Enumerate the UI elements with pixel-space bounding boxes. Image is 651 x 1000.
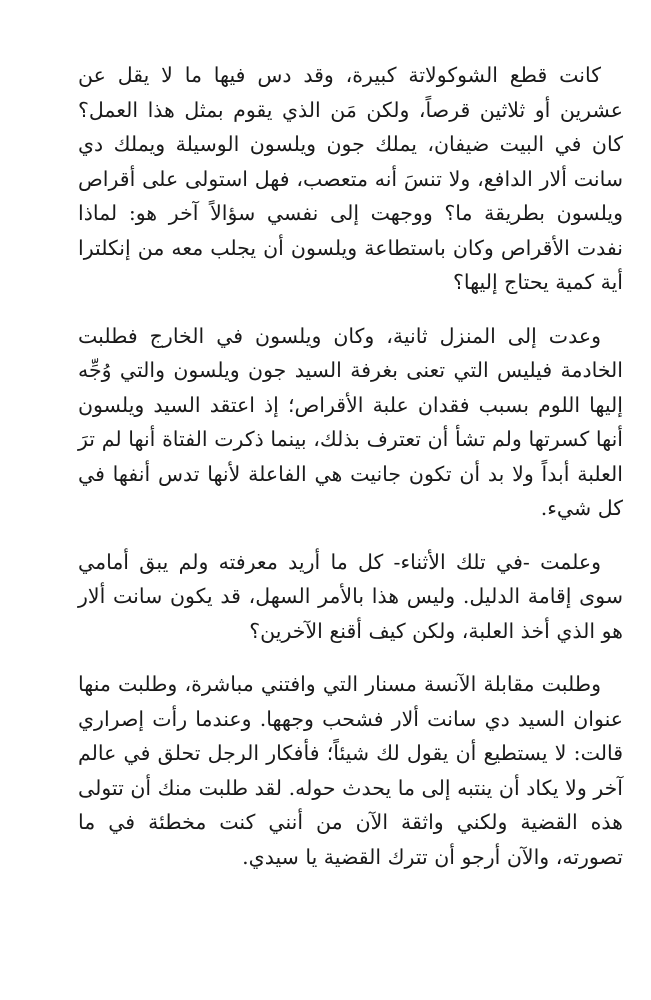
paragraph-1: كانت قطع الشوكولاتة كبيرة، وقد دس فيها ما لا يقل عن عشرين أو ثلاثين قرصاً، ولكن مَن الذي يقوم بمثل هذا العمل؟ كان في البيت ضيفان، يملك جون ويلسون الوسيلة ويملك دي سانت ألار الدافع، ولا تنسَ أنه متعصب، فهل استولى على أقراص ويلسون بطريقة ما؟ ووجهت إلى نفسي سؤالاً آخر هو: لماذا نفدت الأقراص وكان باستطاعة ويلسون أن يجلب معه من إنكلترا أية كمية يحتاج إليها؟ xyxy=(78,63,623,294)
paragraph-4: وطلبت مقابلة الآنسة مسنار التي وافتني مباشرة، وطلبت منها عنوان السيد دي سانت ألار فشحب وجهها. وعندما رأت إصراري قالت: لا يستطيع أن يقول لك شيئاً؛ فأفكار الرجل تحلق في عالم آخر ولا يكاد أن ينتبه إلى ما يحدث حوله. لقد طلبت منك أن تتولى هذه القضية ولكني واثقة الآن من أنني كنت مخطئة في ما تصورته، والآن أرجو أن تترك القضية يا سيدي. xyxy=(78,672,623,869)
paragraph-2: وعدت إلى المنزل ثانية، وكان ويلسون في الخارج فطلبت الخادمة فيليس التي تعنى بغرفة السيد جون ويلسون والتي وُجِّه إليها اللوم بسبب فقدان علبة الأقراص؛ إذ اعتقد السيد ويلسون أنها كسرتها ولم تشأ أن تعترف بذلك، بينما ذكرت الفتاة أنها لم ترَ العلبة أبداً ولا بد أن تكون جانيت هي الفاعلة لأنها تدس أنفها في كل شيء. xyxy=(78,323,623,520)
page-text xyxy=(78,58,623,893)
paragraph-3: وعلمت -في تلك الأثناء- كل ما أريد معرفته ولم يبق أمامي سوى إقامة الدليل. وليس هذا بالأمر السهل، قد يكون سانت ألار هو الذي أخذ العلبة، ولكن كيف أقنع الآخرين؟ xyxy=(78,549,623,643)
